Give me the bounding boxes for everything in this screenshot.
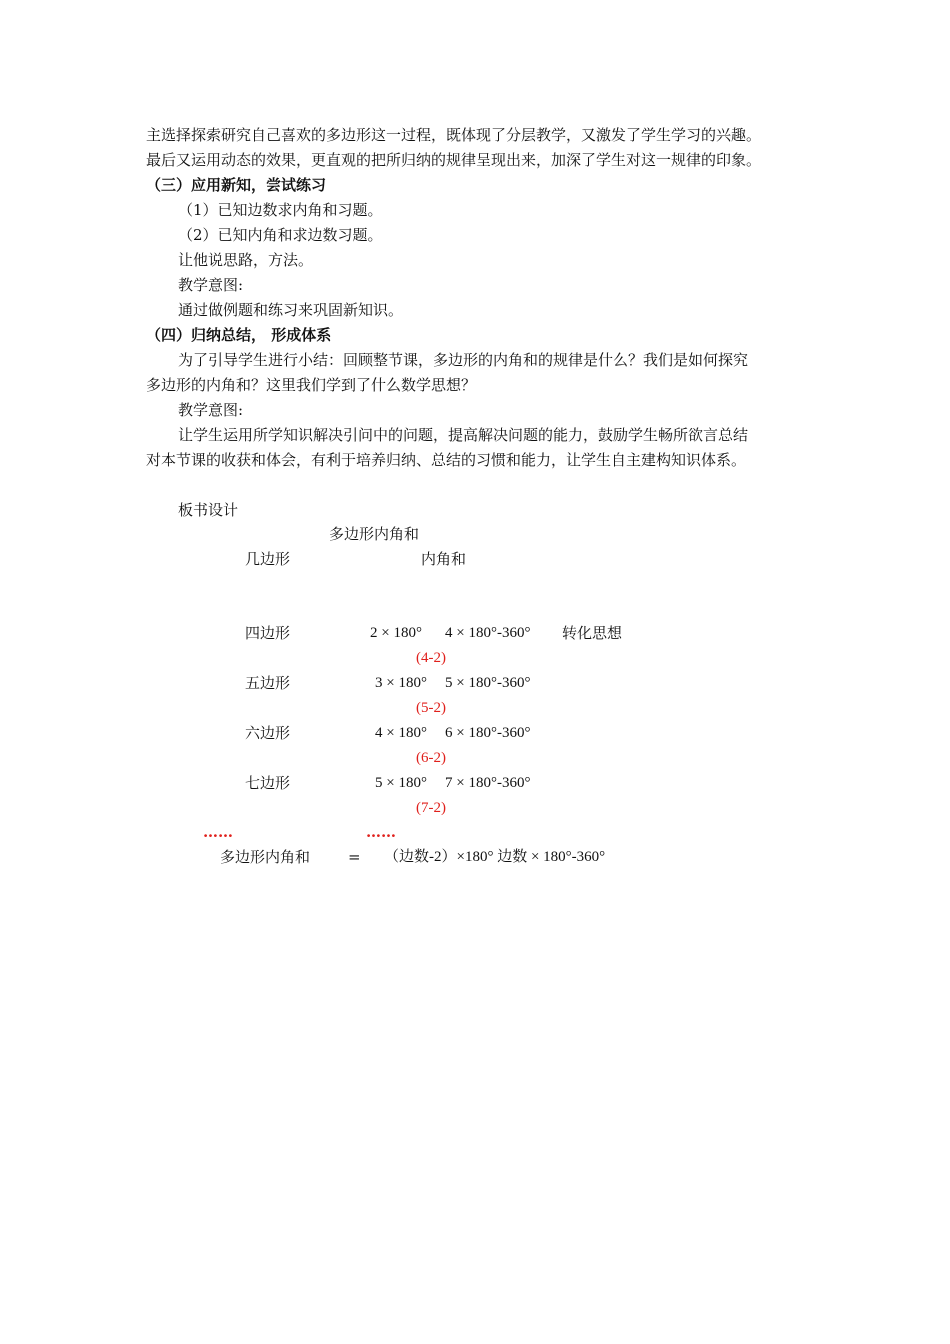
paragraph-line: 让他说思路，方法。 xyxy=(178,251,314,269)
board-summary-equals: = xyxy=(348,848,361,866)
paragraph-line: 让学生运用所学知识解决引问中的问题，提高解决问题的能力，鼓励学生畅所欲言总结 xyxy=(178,426,749,444)
list-item: （1）已知边数求内角和习题。 xyxy=(178,201,383,219)
board-row-note: (4-2) xyxy=(416,650,446,666)
board-summary-left: 多边形内角和 xyxy=(220,848,311,866)
board-row-shape: 五边形 xyxy=(245,674,291,692)
board-label: 板书设计 xyxy=(178,501,239,519)
board-row-note: (7-2) xyxy=(416,800,446,816)
section-heading: （三）应用新知，尝试练习 xyxy=(146,176,327,194)
paragraph-line: 主选择探索研究自己喜欢的多边形这一过程，既体现了分层教学，又激发了学生学习的兴趣。 xyxy=(146,126,762,144)
board-row-formula1: 3 × 180° xyxy=(375,675,427,691)
board-row-formula1: 2 × 180° xyxy=(370,625,422,641)
board-summary-right: （边数-2）×180° 边数 × 180°-360° xyxy=(384,849,606,865)
board-row-shape: 七边形 xyxy=(245,774,291,792)
paragraph-line: 多边形的内角和？这里我们学到了什么数学思想？ xyxy=(146,376,477,394)
board-ellipsis: …… xyxy=(203,823,233,841)
board-method: 转化思想 xyxy=(562,624,623,642)
board-row-formula2: 5 × 180°-360° xyxy=(445,675,531,691)
section-heading: （四）归纳总结， 形成体系 xyxy=(146,326,332,344)
board-ellipsis: …… xyxy=(366,823,396,841)
list-item: （2）已知内角和求边数习题。 xyxy=(178,226,383,244)
board-row-note: (6-2) xyxy=(416,750,446,766)
board-row-formula1: 5 × 180° xyxy=(375,775,427,791)
board-row-formula2: 7 × 180°-360° xyxy=(445,775,531,791)
board-row-formula2: 6 × 180°-360° xyxy=(445,725,531,741)
board-row-formula1: 4 × 180° xyxy=(375,725,427,741)
board-row-formula2: 4 × 180°-360° xyxy=(445,625,531,641)
board-row-note: (5-2) xyxy=(416,700,446,716)
board-column-shape: 几边形 xyxy=(245,550,291,568)
paragraph-line: 对本节课的收获和体会，有利于培养归纳、总结的习惯和能力，让学生自主建构知识体系。 xyxy=(146,451,747,469)
board-row-shape: 四边形 xyxy=(245,624,291,642)
paragraph-line: 通过做例题和练习来巩固新知识。 xyxy=(178,301,404,319)
intent-label: 教学意图: xyxy=(178,401,244,419)
board-column-angle: 内角和 xyxy=(421,550,467,568)
intent-label: 教学意图: xyxy=(178,276,244,294)
board-title: 多边形内角和 xyxy=(329,525,420,543)
paragraph-line: 最后又运用动态的效果，更直观的把所归纳的规律呈现出来，加深了学生对这一规律的印象。 xyxy=(146,151,762,169)
paragraph-line: 为了引导学生进行小结：回顾整节课，多边形的内角和的规律是什么？我们是如何探究 xyxy=(178,351,749,369)
board-row-shape: 六边形 xyxy=(245,724,291,742)
